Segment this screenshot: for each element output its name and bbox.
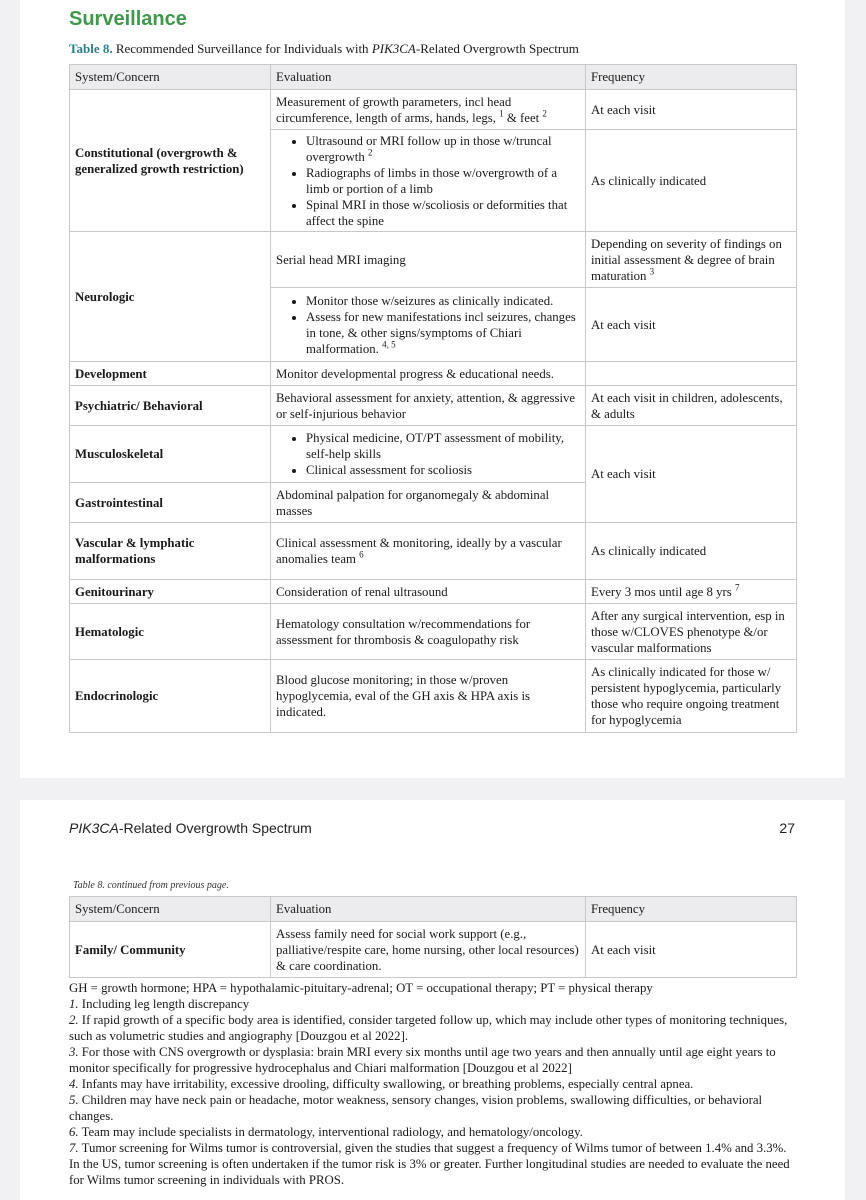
- footnote: [69, 1092, 799, 1124]
- table-row: [70, 232, 797, 288]
- table-caption-label: Table 8.: [69, 41, 113, 56]
- evaluation-text: Measurement of growth parameters, incl head circumference, length of arms, hands, legs,: [276, 94, 512, 125]
- table-header-row: [70, 897, 797, 922]
- footnote-text: If rapid growth of a specific body area is identified, consider targeted follow up, which may include other types of monitoring techniques, such as volumetric studies and angiography [Douzgou et al 2022].: [69, 1013, 788, 1043]
- evaluation-text: Clinical assessment & monitoring, ideally by a vascular anomalies team: [276, 536, 562, 566]
- frequency-text: Every 3 mos until age 8 yrs: [591, 584, 732, 599]
- list-item: • Clinical assessment for scoliosis: [306, 462, 580, 478]
- table-row: [70, 580, 797, 604]
- system-cell: Development: [70, 362, 271, 386]
- evaluation-bullet-list: [276, 430, 580, 478]
- column-header-frequency: Frequency: [586, 897, 797, 922]
- table-row: [70, 90, 797, 130]
- evaluation-cell: Hematology consultation w/recommendations for assessment for thrombosis & coagulopathy risk: [271, 604, 586, 660]
- list-item-text: Ultrasound or MRI follow up in those w/truncal overgrowth: [306, 133, 552, 164]
- evaluation-cell: [271, 130, 586, 232]
- footnote-ref: 7: [734, 582, 740, 593]
- footnote-ref: 1: [499, 108, 504, 119]
- frequency-cell: At each visit: [586, 426, 797, 523]
- column-header-system: System/Concern: [70, 897, 271, 922]
- system-cell: Musculoskeletal: [70, 426, 271, 483]
- section-heading: Surveillance: [69, 8, 187, 30]
- evaluation-cell: Consideration of renal ultrasound: [271, 580, 586, 604]
- evaluation-bullet-list: [276, 133, 580, 229]
- table-caption-text: Recommended Surveillance for Individuals with: [115, 41, 372, 56]
- frequency-cell: At each visit in children, adolescents, & adults: [586, 386, 797, 426]
- frequency-text: Depending on severity of findings on initial assessment & degree of brain maturation: [591, 236, 782, 283]
- list-item: • Physical medicine, OT/PT assessment of mobility, self-help skills: [306, 430, 580, 462]
- footnote-number: 6.: [69, 1125, 79, 1139]
- abbreviations-note: GH = growth hormone; HPA = hypothalamic-pituitary-adrenal; OT = occupational therapy; PT = physical therapy: [69, 981, 653, 995]
- frequency-cell: As clinically indicated: [586, 130, 797, 232]
- list-item: [306, 133, 580, 165]
- column-header-evaluation: Evaluation: [271, 65, 586, 90]
- footnote-ref: 2: [542, 108, 547, 119]
- footnote-text: Tumor screening for Wilms tumor is controversial, given the studies that suggest a frequency of Wilms tumor of between 1.4% and 3.3%. In the US, tumor screening is often undertaken if the tumor risk is 3% or greater. Further longitudinal studies are needed to evaluate the need for Wilms tumor screening in individuals with PROS.: [69, 1141, 790, 1187]
- footnote-number: 1.: [69, 997, 79, 1011]
- continued-note: Table 8. continued from previous page.: [73, 880, 229, 891]
- system-cell: Psychiatric/ Behavioral: [70, 386, 271, 426]
- list-item: • Monitor those w/seizures as clinically indicated.: [306, 293, 580, 309]
- footnote-number: 7.: [69, 1141, 79, 1155]
- running-head-text: -Related Overgrowth Spectrum: [118, 820, 312, 836]
- footnote-text: Team may include specialists in dermatology, interventional radiology, and hematology/oncology.: [78, 1125, 583, 1139]
- frequency-cell: At each visit: [586, 922, 797, 978]
- list-item: [306, 309, 580, 357]
- footnote-number: 5.: [69, 1093, 79, 1107]
- table-row: [70, 426, 797, 483]
- footnote-number: 2.: [69, 1013, 79, 1027]
- system-cell: Neurologic: [70, 232, 271, 362]
- system-cell: Vascular & lymphatic malformations: [70, 523, 271, 580]
- evaluation-cell: [271, 523, 586, 580]
- table-row: [70, 362, 797, 386]
- page-number: 27: [779, 820, 795, 836]
- evaluation-cell: Assess family need for social work support (e.g., palliative/respite care, home nursing, other local resources) & care coordination.: [271, 922, 586, 978]
- document-page-1: [20, 0, 845, 778]
- table-header-row: [70, 65, 797, 90]
- frequency-cell: [586, 580, 797, 604]
- footnote: [69, 1124, 799, 1140]
- table-caption-gene: PIK3CA: [371, 41, 416, 56]
- frequency-cell: As clinically indicated: [586, 523, 797, 580]
- evaluation-cell: [271, 90, 586, 130]
- table-caption: [69, 41, 579, 57]
- table-row: [70, 604, 797, 660]
- column-header-system: System/Concern: [70, 65, 271, 90]
- list-item: • Radiographs of limbs in those w/overgrowth of a limb or portion of a limb: [306, 165, 580, 197]
- footnote-text: Including leg length discrepancy: [78, 997, 250, 1011]
- system-cell: Constitutional (overgrowth & generalized growth restriction): [70, 90, 271, 232]
- footnote: [69, 1076, 799, 1092]
- evaluation-cell: Abdominal palpation for organomegaly & abdominal masses: [271, 483, 586, 523]
- surveillance-table: [69, 64, 797, 733]
- table-row: [70, 523, 797, 580]
- system-cell: Family/ Community: [70, 922, 271, 978]
- frequency-cell: After any surgical intervention, esp in those w/CLOVES phenotype &/or vascular malformations: [586, 604, 797, 660]
- evaluation-cell: Behavioral assessment for anxiety, attention, & aggressive or self-injurious behavior: [271, 386, 586, 426]
- surveillance-table-continued: [69, 896, 797, 978]
- column-header-evaluation: Evaluation: [271, 897, 586, 922]
- running-head: [69, 820, 312, 836]
- footnote-number: 4.: [69, 1077, 79, 1091]
- evaluation-cell: [271, 288, 586, 362]
- evaluation-text-cont: & feet: [503, 110, 540, 125]
- table-row: [70, 660, 797, 733]
- list-item: • Spinal MRI in those w/scoliosis or deformities that affect the spine: [306, 197, 580, 229]
- column-header-frequency: Frequency: [586, 65, 797, 90]
- frequency-cell: As clinically indicated for those w/ persistent hypoglycemia, particularly those who require ongoing treatment for hypoglycemia: [586, 660, 797, 733]
- footnote-text: For those with CNS overgrowth or dysplasia: brain MRI every six months until age two years and then annually until age eight years to monitor specifically for progressive hydrocephalus and Chiari malformation [Douzgou et al 2022]: [69, 1045, 776, 1075]
- running-head-gene: PIK3CA: [69, 820, 119, 836]
- table-caption-text-end: -Related Overgrowth Spectrum: [415, 41, 579, 56]
- footnote-ref: 6: [359, 549, 364, 560]
- evaluation-cell: Blood glucose monitoring; in those w/proven hypoglycemia, eval of the GH axis & HPA axis is indicated.: [271, 660, 586, 733]
- table-row: [70, 922, 797, 978]
- footnote: [69, 1044, 799, 1076]
- system-cell: Hematologic: [70, 604, 271, 660]
- footnote-text: Infants may have irritability, excessive drooling, difficulty swallowing, or breathing problems, especially central apnea.: [78, 1077, 694, 1091]
- evaluation-bullet-list: [276, 293, 580, 357]
- footnote-number: 3.: [69, 1045, 79, 1059]
- table-row: [70, 386, 797, 426]
- footnote-ref: 4, 5: [382, 339, 396, 350]
- system-cell: Genitourinary: [70, 580, 271, 604]
- footnote-ref: 2: [367, 147, 373, 158]
- system-cell: Gastrointestinal: [70, 483, 271, 523]
- document-page-2: [20, 800, 845, 1200]
- system-cell: Endocrinologic: [70, 660, 271, 733]
- evaluation-cell: Monitor developmental progress & educational needs.: [271, 362, 586, 386]
- frequency-cell: [586, 362, 797, 386]
- footnote: [69, 996, 799, 1012]
- list-item-text: Assess for new manifestations incl seizures, changes in tone, & other signs/symptoms of Chiari malformation.: [306, 309, 576, 356]
- table-footnotes: [69, 980, 799, 1188]
- evaluation-cell: [271, 426, 586, 483]
- frequency-cell: At each visit: [586, 90, 797, 130]
- frequency-cell: At each visit: [586, 288, 797, 362]
- footnote: [69, 1140, 799, 1188]
- footnote: [69, 1012, 799, 1044]
- frequency-cell: [586, 232, 797, 288]
- footnote-ref: 3: [649, 266, 655, 277]
- evaluation-cell: Serial head MRI imaging: [271, 232, 586, 288]
- footnote-text: Children may have neck pain or headache, motor weakness, sensory changes, vision problems, swallowing difficulties, or behavioral changes.: [69, 1093, 763, 1123]
